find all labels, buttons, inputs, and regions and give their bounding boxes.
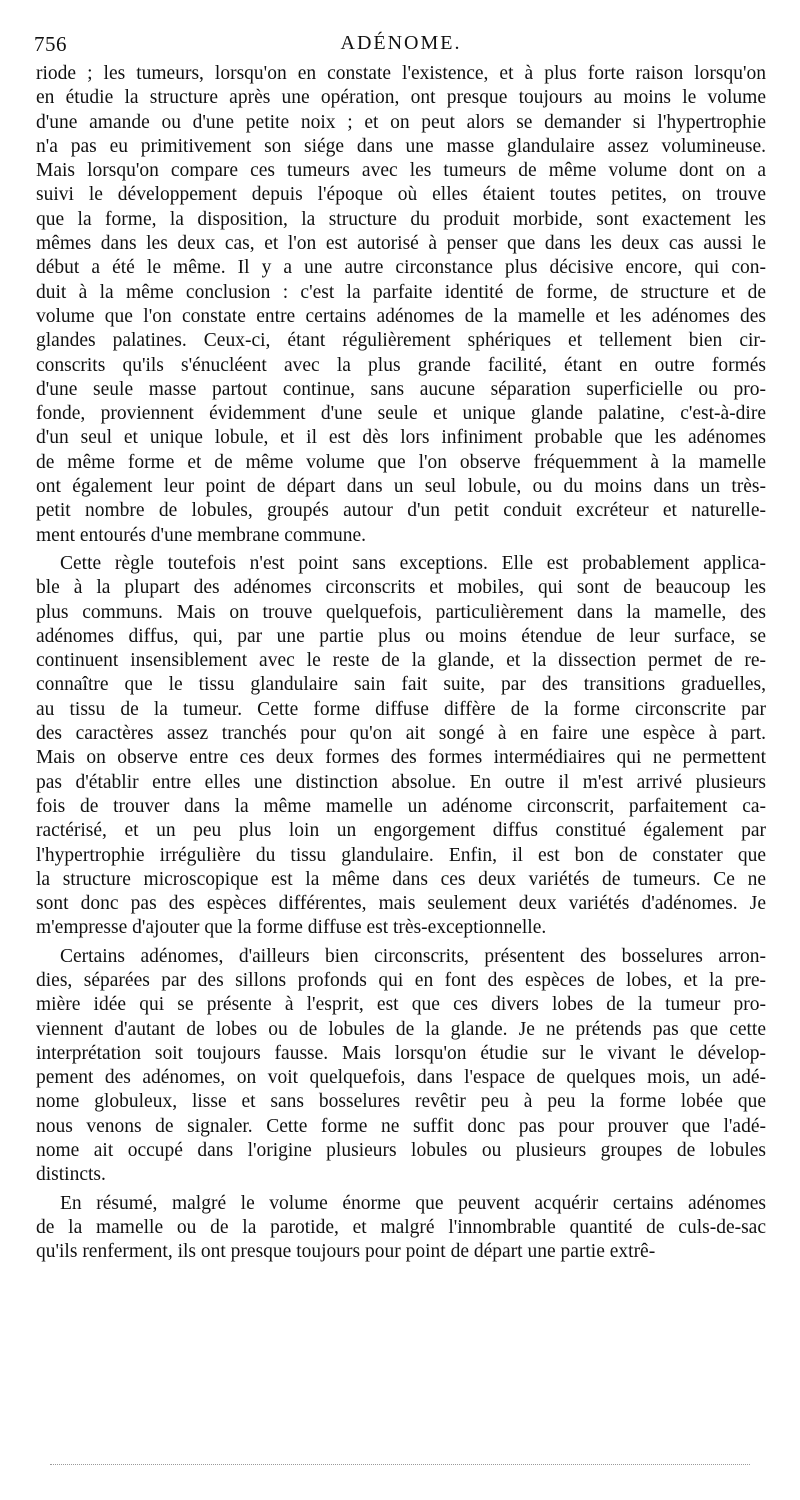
text-line: duit à la même conclusion : c'est la parfaite identité de forme, de structure et de — [36, 281, 766, 303]
paragraph — [36, 945, 766, 1188]
text-line: sont donc pas des espèces différentes, mais seulement deux variétés d'adénomes. Je — [36, 893, 766, 915]
text-line: Mais on observe entre ces deux formes des formes intermédiaires qui ne permettent — [36, 747, 766, 769]
text-line: ble à la plupart des adénomes circonscrits et mobiles, qui sont de beaucoup les — [36, 577, 766, 599]
text-line: de même forme et de même volume que l'on observe fréquemment à la mamelle — [36, 451, 766, 473]
text-line: ont également leur point de départ dans un seul lobule, ou du moins dans un très- — [36, 476, 766, 498]
text-line: volume que l'on constate entre certains adénomes de la mamelle et les adénomes des — [36, 305, 766, 327]
text-line: au tissu de la tumeur. Cette forme diffuse diffère de la forme circonscrite par — [36, 698, 766, 720]
footer-rule — [50, 1464, 750, 1465]
paragraph — [36, 1192, 766, 1265]
text-line: En résumé, malgré le volume énorme que peuvent acquérir certains adénomes — [60, 1192, 766, 1214]
text-line: viennent d'autant de lobes ou de lobules de la glande. Je ne prétends pas que cette — [36, 1018, 766, 1040]
page-number: 756 — [34, 32, 67, 56]
text-line: pement des adénomes, on voit quelquefois, dans l'espace de quelques mois, un adé- — [36, 1067, 766, 1089]
text-line: début a été le même. Il y a une autre circonstance plus décisive encore, qui con- — [36, 257, 766, 279]
text-line: nome ait occupé dans l'origine plusieurs lobules ou plusieurs groupes de lobules — [36, 1140, 766, 1162]
running-title: ADÉNOME. — [340, 32, 462, 54]
text-line: l'hypertrophie irrégulière du tissu glandulaire. Enfin, il est bon de constater que — [36, 844, 766, 866]
text-line: d'un seul et unique lobule, et il est dès lors infiniment probable que les adénomes — [36, 427, 766, 449]
text-line: distincts. — [36, 1164, 106, 1186]
text-line: continuent insensiblement avec le reste de la glande, et la dissection permet de re- — [36, 650, 766, 672]
text-line: conscrits qu'ils s'énucléent avec la plus grande facilité, étant en outre formés — [36, 354, 766, 376]
text-line: petit nombre de lobules, groupés autour d'un petit conduit excréteur et naturelle- — [36, 500, 766, 522]
text-line: mière idée qui se présente à l'esprit, est que ces divers lobes de la tumeur pro- — [36, 994, 766, 1016]
text-line: plus communs. Mais on trouve quelquefois, particulièrement dans la mamelle, des — [36, 601, 766, 623]
text-line: Certains adénomes, d'ailleurs bien circonscrits, présentent des bosselures arron- — [60, 945, 766, 967]
text-line: interprétation soit toujours fausse. Mais lorsqu'on étudie sur le vivant le dévelop- — [36, 1042, 766, 1064]
text-line: d'une amande ou d'une petite noix ; et on peut alors se demander si l'hypertrophie — [36, 111, 766, 133]
text-line: pas d'établir entre elles une distinction absolue. En outre il m'est arrivé plusieurs — [36, 771, 766, 793]
text-line: connaître que le tissu glandulaire sain fait suite, par des transitions graduelles, — [36, 674, 766, 696]
text-line: qu'ils renferment, ils ont presque toujours pour point de départ une partie extrê- — [36, 1241, 656, 1263]
text-line: riode ; les tumeurs, lorsqu'on en constate l'existence, et à plus forte raison lorsqu'on — [36, 63, 766, 84]
text-line: fois de trouver dans la même mamelle un adénome circonscrit, parfaitement ca- — [36, 795, 766, 817]
text-line: de la mamelle ou de la parotide, et malgré l'innombrable quantité de culs-de-sac — [36, 1216, 766, 1238]
text-line: Mais lorsqu'on compare ces tumeurs avec les tumeurs de même volume dont on a — [36, 160, 766, 182]
text-line: adénomes diffus, qui, par une partie plus ou moins étendue de leur surface, se — [36, 625, 766, 647]
text-line: que la forme, la disposition, la structure du produit morbide, sont exactement les — [36, 208, 766, 230]
text-line: suivi le développement depuis l'époque où elles étaient toutes petites, on trouve — [36, 184, 766, 206]
text-line: nome globuleux, lisse et sans bosselures revêtir peu à peu la forme lobée que — [36, 1091, 766, 1113]
text-line: m'empresse d'ajouter que la forme diffuse est très-exceptionnelle. — [36, 917, 547, 939]
text-line: fonde, proviennent évidemment d'une seule et unique glande palatine, c'est-à-dire — [36, 403, 766, 425]
text-line: nous venons de signaler. Cette forme ne suffit donc pas pour prouver que l'adé- — [36, 1115, 766, 1137]
paragraph — [36, 552, 766, 941]
text-line: Cette règle toutefois n'est point sans exceptions. Elle est probablement applica- — [60, 552, 766, 574]
text-line: dies, séparées par des sillons profonds qui en font des espèces de lobes, et la pre- — [36, 969, 766, 991]
text-line: la structure microscopique est la même dans ces deux variétés de tumeurs. Ce ne — [36, 868, 766, 890]
text-line: glandes palatines. Ceux-ci, étant régulièrement sphériques et tellement bien cir- — [36, 330, 766, 352]
page-header — [34, 28, 768, 58]
text-line: ment entourés d'une membrane commune. — [36, 524, 367, 546]
text-line: mêmes dans les deux cas, et l'on est autorisé à penser que dans les deux cas aussi le — [36, 233, 766, 255]
body-text — [36, 62, 766, 1265]
paragraph — [36, 62, 766, 548]
text-line: d'une seule masse partout continue, sans aucune séparation superficielle ou pro- — [36, 378, 766, 400]
text-line: des caractères assez tranchés pour qu'on ait songé à en faire une espèce à part. — [36, 723, 766, 745]
text-line: en étudie la structure après une opération, ont presque toujours au moins le volume — [36, 87, 766, 109]
text-line: n'a pas eu primitivement son siége dans une masse glandulaire assez volumineuse. — [36, 135, 766, 157]
text-line: ractérisé, et un peu plus loin un engorgement diffus constitué également par — [36, 820, 766, 842]
